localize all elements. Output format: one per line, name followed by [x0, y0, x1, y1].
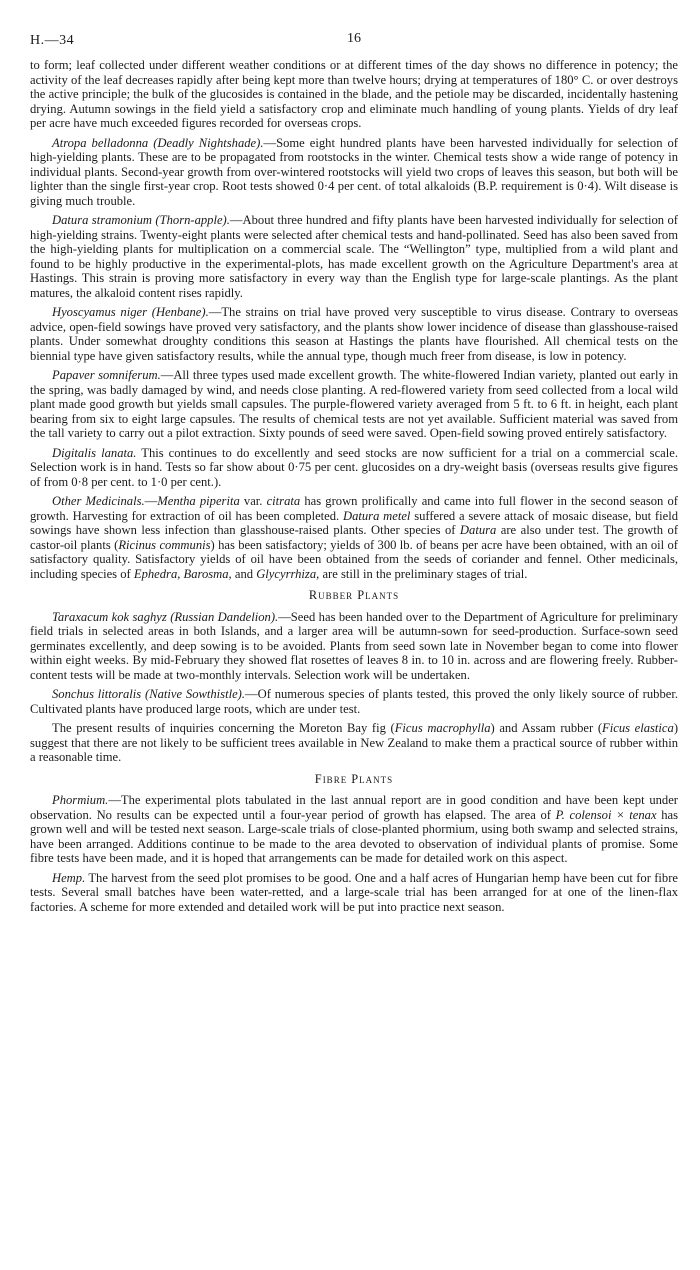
text-segment: ) has been satisfactory; yields of 300 lb. of beans per acre have been obtained, with an oil of satisfactory quality. Satisfactory yields of oil have been obtained from the seeds of coriander and fennel. Other medicinals, including species of — [30, 537, 678, 581]
hemp-text: The harvest from the seed plot promises to be good. One and a half acres of Hungarian hemp have been cut for fibre tests. Several small batches have been water-retted, and a large-scale trial has been arranged for at one of the linen-flax factories. A scheme for more extended and detailed work will be put into practice next season. — [30, 870, 678, 914]
paragraph-atropa — [30, 136, 678, 209]
species-name: Ficus macrophylla — [394, 721, 491, 735]
section-heading-fibre-plants: Fibre Plants — [314, 771, 394, 786]
hyoscyamus-text: —The strains on trial have proved very susceptible to virus disease. Contrary to overseas advice, open-field sowings have proved very satisfactory, and the plants show lower incidence of disease than glasshouse-raised plants. Under somewhat droughty conditions this season at Hastings the plants have flourished. All chemical tests on the biennial type have given satisfactory results, while the annual type, though much freer from disease, is low in potency. — [30, 305, 679, 363]
paragraph-sonchus — [30, 687, 678, 716]
paragraph-hemp — [30, 871, 678, 915]
text-segment: The present results of inquiries concerning the Moreton Bay fig ( — [52, 721, 395, 735]
text-segment: —The experimental plots tabulated in the last annual report are in good condition and have been kept under observation. No results can be expected until a four-year period of growth has elapsed. The area of — [30, 793, 678, 822]
text-segment: — — [144, 494, 158, 508]
text-segment: ) suggest that there are not likely to be sufficient trees available in New Zealand to make them a practical source of rubber within a reasonable time. — [30, 721, 679, 764]
datura-text: —About three hundred and fifty plants have been harvested individually for selection of high-yielding strains. Twenty-eight plants were selected after chemical tests and hand-pollinated. Seed has also been saved from the high-yielding plants for multiplication on a commercial scale. The “Wellington” type, multiplied from a wild plant and found to be highly productive in the experimental-plots, has made excellent growth on the Agriculture Department's area at Hastings. This strain is proving more satisfactory in every way than the English type for large-scale plantings. As the plant matures, the alkaloid content rises rapidly. — [30, 213, 678, 300]
other-medicinals-heading: Other Medicinals. — [52, 494, 145, 508]
running-header — [30, 30, 678, 52]
section-heading-rubber-plants: Rubber Plants — [308, 588, 400, 602]
page-reference: H.—34 — [30, 33, 75, 48]
paragraph-digitalis — [30, 446, 678, 490]
text-segment: are also under test. The growth of castor-oil plants ( — [30, 523, 679, 552]
sonchus-text: —Of numerous species of plants tested, this proved the only likely source of rubber. Cultivated plants have produced large roots, which are under test. — [30, 687, 678, 716]
text-segment: and — [231, 566, 257, 581]
species-name: Datura — [459, 523, 497, 537]
atropa-text: —Some eight hundred plants have been harvested individually for selection of high-yielding plants. These are to be propagated from rootstocks in the winter. Chemical tests show a wide range of potency in individual plants. Second-year growth from over-wintered rootstocks will yield two crops of leaves this season, but both will be lighter than the single first-year crop. Root tests showed 0·4 per cent. of total alkaloids (B.P. requirement is 0·4). Wilt disease is giving much trouble. — [30, 135, 678, 208]
datura-heading: Datura stramonium (Thorn-apple). — [52, 213, 230, 227]
text-segment: suffered a severe attack of mosaic disease, but field sowings have shown less infection than glasshouse-raised plants. Other species of — [30, 508, 679, 537]
text-segment: ) and Assam rubber ( — [490, 721, 603, 735]
text-segment: var. — [239, 494, 267, 508]
paragraph-papaver — [30, 368, 678, 441]
paragraph-datura — [30, 213, 678, 300]
atropa-heading: Atropa belladonna (Deadly Nightshade). — [52, 135, 264, 150]
text-segment: has grown prolifically and came into full flower in the second season of growth. Harvesting for extraction of oil has been completed. — [30, 494, 678, 523]
taraxacum-text: —Seed has been handed over to the Department of Agriculture for preliminary field trials in selected areas in both Islands, and a larger area will be autumn-sown for seed-production. Surface-sown seed germinates excellently, and deep sowing is to be avoided. Plants from seed sown late in November began to come into flower within eight weeks. By mid-February they showed flat rosettes of leaves 8 in. to 10 in. across and are flowering freely. Rubber-content tests will be made at two-monthly intervals. Selection work will be undertaken. — [30, 609, 678, 682]
text-segment: are still in the preliminary stages of trial. — [319, 566, 528, 581]
species-name: Ficus elastica — [602, 721, 674, 735]
papaver-heading: Papaver somniferum. — [52, 368, 161, 382]
species-name: Mentha piperita — [157, 494, 240, 508]
paragraph-moreton-bay-fig — [30, 721, 678, 765]
hyoscyamus-heading: Hyoscyamus niger (Henbane). — [52, 305, 209, 319]
species-name: citrata — [266, 494, 301, 508]
digitalis-text: This continues to do excellently and seed stocks are now sufficient for a trial on a commercial scale. Selection work is in hand. Tests so far show about 0·75 per cent. glucosides on a dry-weight basis (overseas results give figures of from 0·8 per cent. to 1·0 per cent.). — [30, 445, 678, 489]
paragraph-hyoscyamus — [30, 305, 678, 363]
phormium-heading: Phormium. — [52, 793, 109, 807]
paragraph-phormium — [30, 793, 678, 866]
species-name: Ephedra, Barosma, — [133, 566, 232, 581]
text-segment: has grown well and will be tested next season. Large-scale trials of close-planted phormium, using both swamp and selected strains, have been arranged. Additions continue to be made to the area devoted to observation of individual plants of promise. Some fibre tests have been made, and it is hoped that arrangements can be made for detailed work on this aspect. — [30, 807, 678, 865]
paragraph-taraxacum — [30, 610, 678, 683]
paragraph-other-medicinals — [30, 494, 678, 581]
species-name: Ricinus communis — [118, 537, 211, 552]
hemp-heading: Hemp. — [52, 870, 86, 885]
sonchus-heading: Sonchus littoralis (Native Sowthistle). — [52, 687, 246, 701]
taraxacum-heading: Taraxacum kok saghyz (Russian Dandelion). — [52, 609, 279, 624]
continuation-paragraph: to form; leaf collected under different weather conditions or at different times of the day shows no difference in potency; the activity of the leaf decreases rapidly after being kept more than twelve hours; drying at temperatures of 180° C. or over destroys the active principle; the bulk of the glucosides is contained in the blade, and the petiole may be discarded, incidentally hastening drying. Autumn sowings in the field yield a satisfactory crop and eliminate much handling of young plants. Yields of dry leaf per acre have much exceeded figures recorded for overseas crops. — [30, 58, 678, 130]
species-name: Datura metel — [342, 508, 411, 523]
digitalis-heading: Digitalis lanata. — [52, 445, 137, 460]
species-name: P. colensoi × tenax — [555, 807, 657, 822]
page-number: 16 — [347, 31, 361, 46]
papaver-text: —All three types used made excellent growth. The white-flowered Indian variety, planted out early in the spring, was badly damaged by wind, and needs close planting. A red-flowered variety from seed collected from a local wild plant made good growth but yields small capsules. The purple-flowered variety averaged from 5 ft. to 6 ft. in height, each plant bearing from six to eight large capsules. The results of chemical tests are not yet available. Sufficient material was saved from the tall variety to carry out a pilot extraction. Sixty pounds of seed were saved. Open-field sowing proved entirely satisfactory. — [30, 368, 678, 440]
species-name: Glycyrrhiza, — [256, 566, 320, 581]
